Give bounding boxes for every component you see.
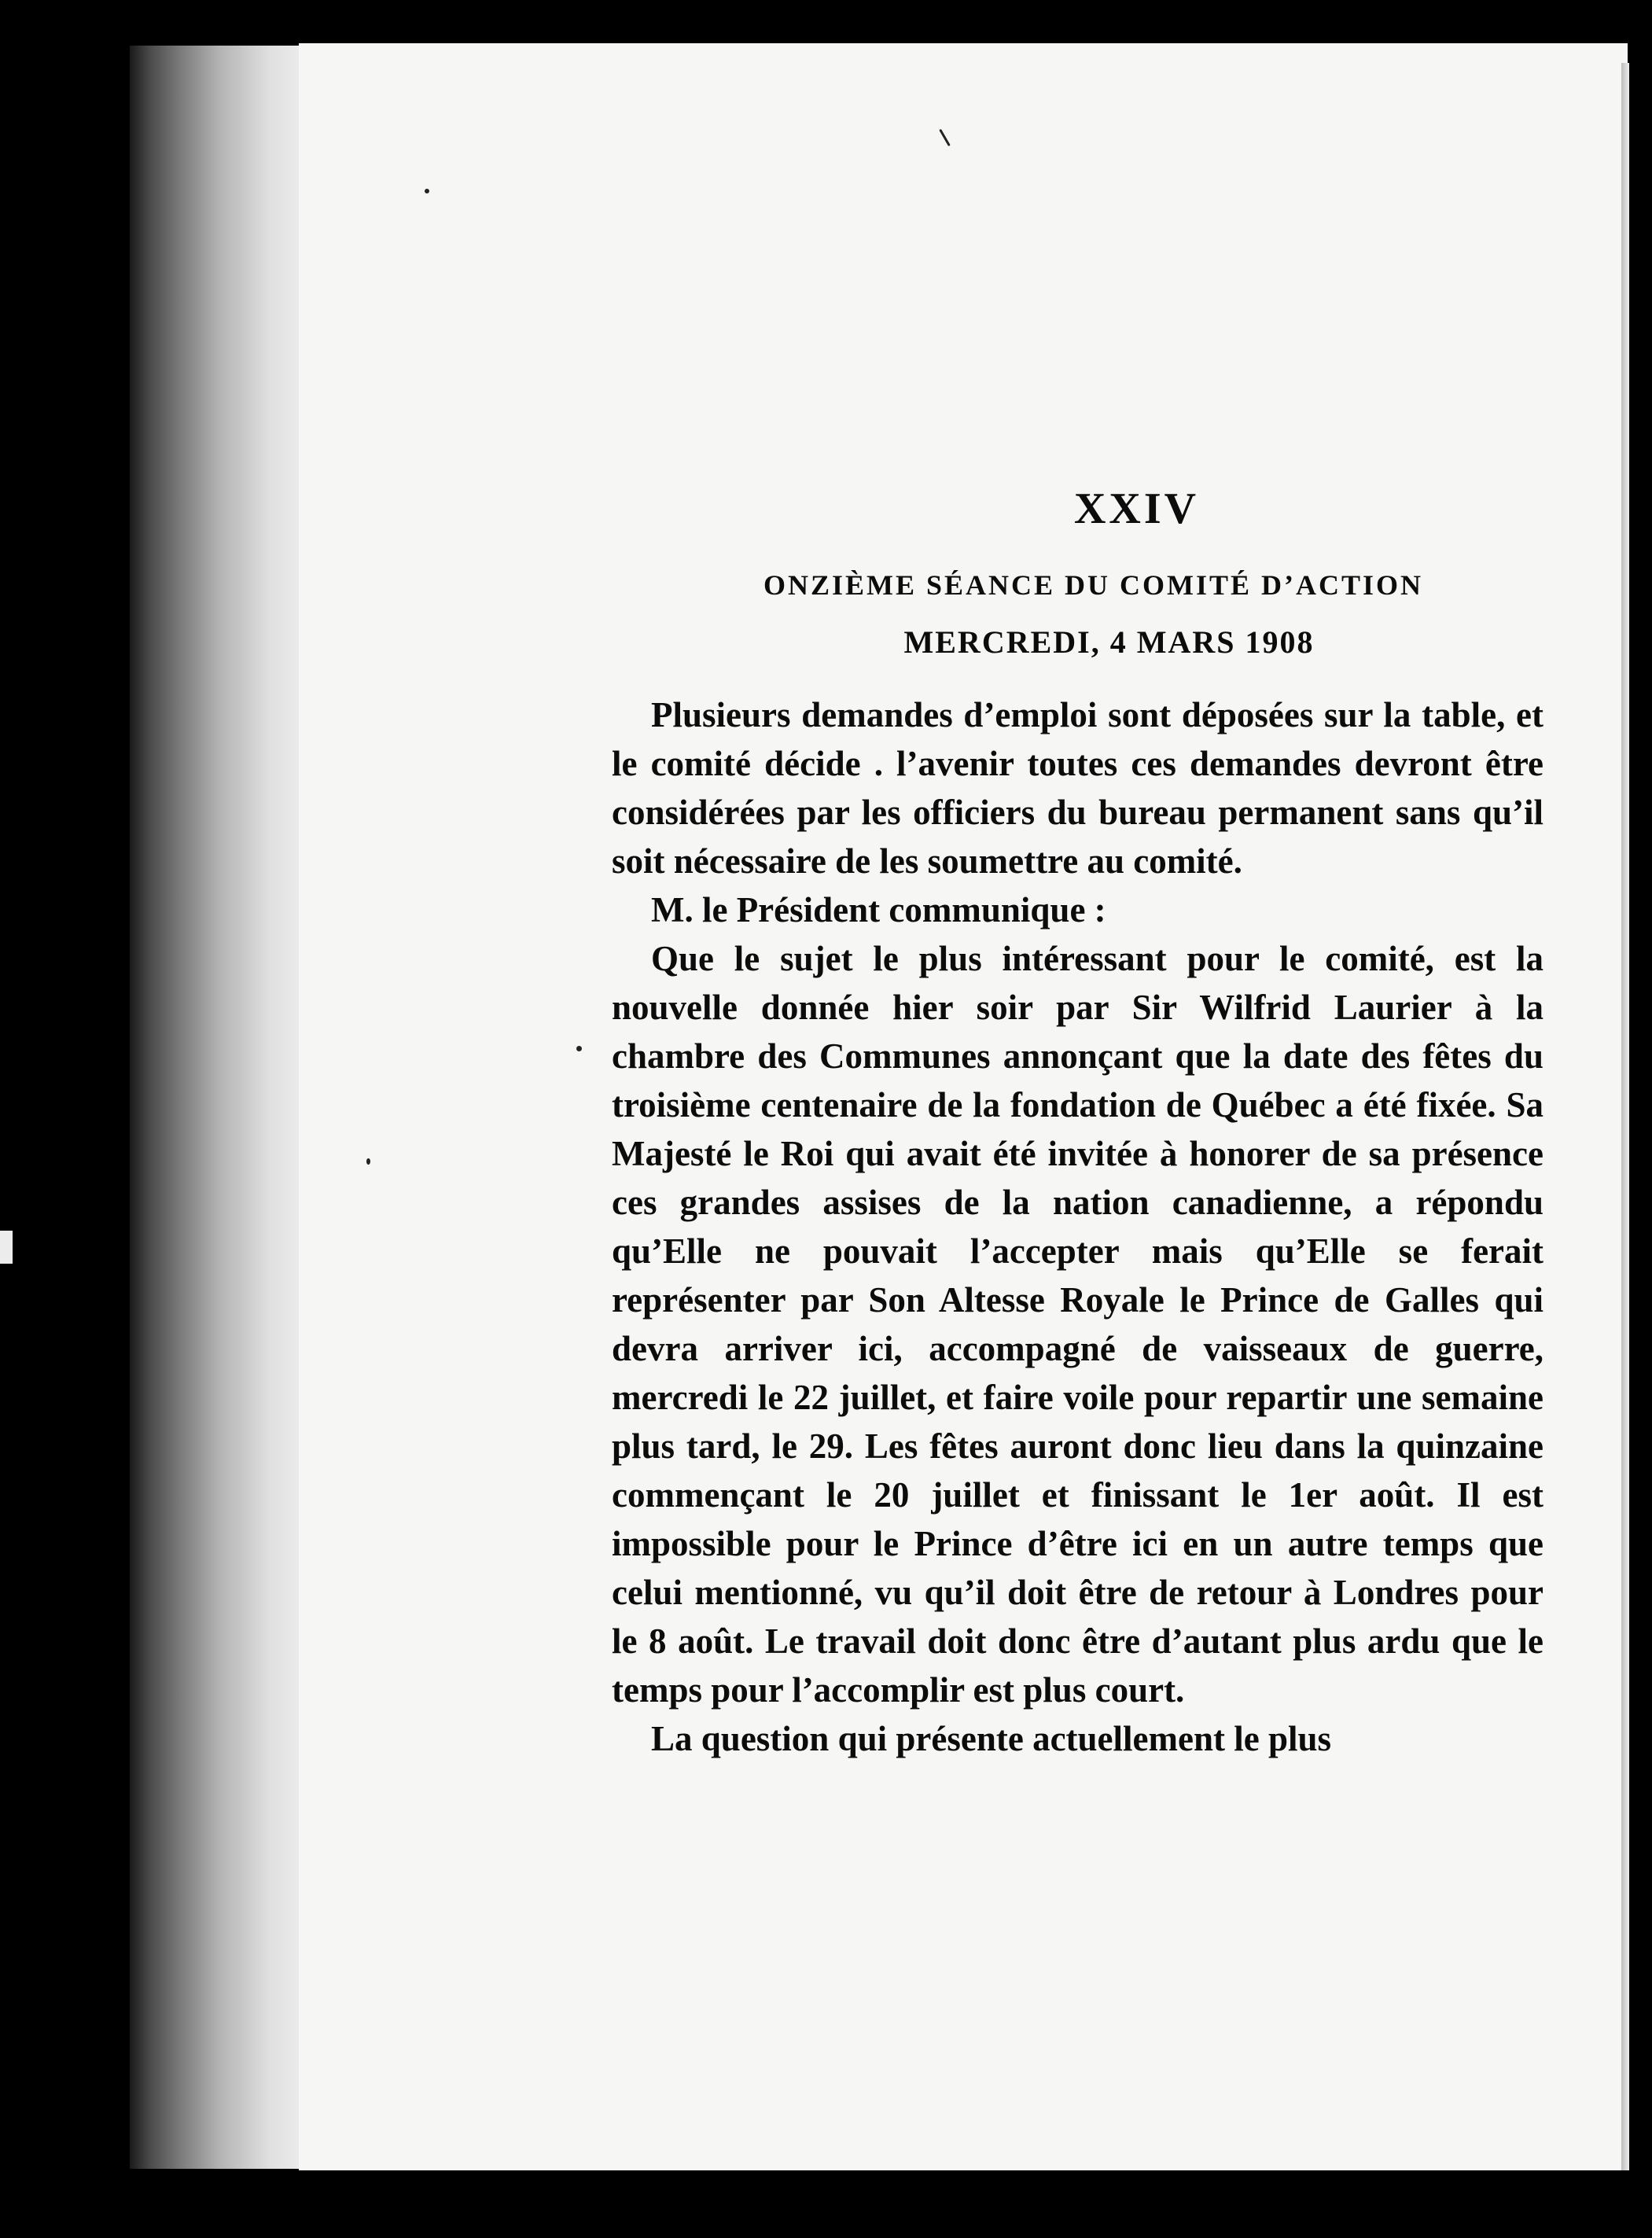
scan-speck <box>425 189 429 193</box>
scan-margin-mark <box>0 1231 13 1264</box>
scan-speck <box>366 1158 370 1165</box>
paragraph: La question qui présente actuellement le plus <box>651 1719 1332 1758</box>
page-text <box>612 484 1543 1763</box>
page-edge <box>1621 63 1629 2170</box>
paragraph: Plusieurs demandes d’emploi sont déposées sur la table, et le comité décide . l’avenir toutes ces demandes devront être considérées par les officiers du bureau permanent sans qu’il soit nécessaire de les soumettre au comité. <box>612 695 1543 881</box>
chapter-number: XXIV <box>1073 484 1200 533</box>
meeting-title: ONZIÈME SÉANCE DU COMITÉ D’ACTION <box>763 569 1424 601</box>
paragraph: M. le Président communique : <box>651 890 1106 929</box>
paragraph: Que le sujet le plus intéressant pour le comité, est la nouvelle donnée hier soir par Sir Wilfrid Laurier à la chambre des Communes annonçant que la date des fêtes du troisième centenaire de la fondation de Québec a été fixée. Sa Majesté le Roi qui avait été invitée à honorer de sa présence ces grandes assises de la nation canadienne, a répondu qu’Elle ne pouvait l’accepter mais qu’Elle se ferait représenter par Son Altesse Royale le Prince de Galles qui devra arriver ici, accompagné de vaisseaux de guerre, mercredi le 22 juillet, et faire voile pour repartir une semaine plus tard, le 29. Les fêtes auront donc lieu dans la quinzaine commençant le 20 juillet et finissant le 1er août. Il est impossible pour le Prince d’être ici en un autre temps que celui mentionné, vu qu’il doit être de retour à Londres pour le 8 août. Le travail doit donc être d’autant plus ardu que le temps pour l’accomplir est plus court. <box>612 939 1543 1710</box>
scan-speck <box>576 1046 582 1051</box>
meeting-date: MERCREDI, 4 MARS 1908 <box>903 624 1315 660</box>
